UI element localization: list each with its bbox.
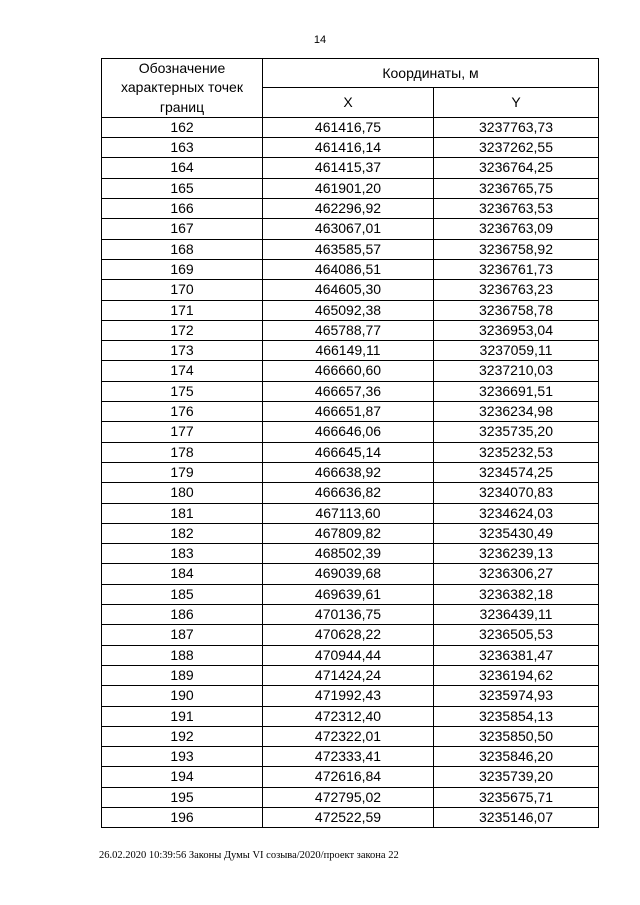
y-coordinate-cell: 3236953,04 [434,320,599,340]
x-coordinate-cell: 469039,68 [263,564,434,584]
coordinates-header: Координаты, м [263,59,599,88]
y-coordinate-cell: 3237059,11 [434,341,599,361]
x-coordinate-cell: 462296,92 [263,199,434,219]
x-coordinate-cell: 468502,39 [263,544,434,564]
table-row [102,747,599,767]
point-number-cell: 189 [102,665,263,685]
x-coordinate-cell: 466638,92 [263,462,434,482]
table-row [102,807,599,827]
x-coordinate-cell: 464605,30 [263,280,434,300]
table-row [102,645,599,665]
y-coordinate-cell: 3237763,73 [434,117,599,137]
point-number-cell: 169 [102,259,263,279]
table-row [102,300,599,320]
point-number-cell: 192 [102,726,263,746]
table-row [102,402,599,422]
y-coordinate-cell: 3235850,50 [434,726,599,746]
x-coordinate-cell: 470136,75 [263,605,434,625]
table-row [102,767,599,787]
point-number-cell: 187 [102,625,263,645]
y-coordinate-cell: 3237210,03 [434,361,599,381]
y-coordinate-cell: 3236234,98 [434,402,599,422]
y-coordinate-cell: 3234070,83 [434,483,599,503]
x-coordinate-cell: 461415,37 [263,158,434,178]
table-row [102,706,599,726]
table-row [102,483,599,503]
y-coordinate-cell: 3235735,20 [434,422,599,442]
table-row [102,462,599,482]
table-row [102,503,599,523]
x-coordinate-cell: 463067,01 [263,219,434,239]
table-row [102,178,599,198]
x-coordinate-cell: 466149,11 [263,341,434,361]
point-number-cell: 174 [102,361,263,381]
x-coordinate-cell: 466651,87 [263,402,434,422]
x-coordinate-cell: 461416,14 [263,138,434,158]
table-row [102,219,599,239]
y-coordinate-cell: 3236691,51 [434,381,599,401]
x-coordinate-cell: 471992,43 [263,686,434,706]
x-coordinate-cell: 466646,06 [263,422,434,442]
x-coordinate-cell: 465788,77 [263,320,434,340]
x-coordinate-cell: 471424,24 [263,665,434,685]
table-row [102,726,599,746]
table-header [102,59,599,118]
point-number-cell: 185 [102,584,263,604]
x-coordinate-cell: 467809,82 [263,523,434,543]
point-number-cell: 165 [102,178,263,198]
point-number-cell: 196 [102,807,263,827]
table-row [102,442,599,462]
y-coordinate-cell: 3236758,78 [434,300,599,320]
table-row [102,523,599,543]
table-row [102,665,599,685]
table-row [102,280,599,300]
point-number-cell: 163 [102,138,263,158]
coordinates-table [101,58,599,828]
table-row [102,686,599,706]
y-coordinate-cell: 3236763,53 [434,199,599,219]
x-coordinate-cell: 466645,14 [263,442,434,462]
x-coordinate-cell: 472522,59 [263,807,434,827]
page-number: 14 [313,34,327,46]
y-coordinate-cell: 3237262,55 [434,138,599,158]
y-coordinate-cell: 3236439,11 [434,605,599,625]
point-number-cell: 167 [102,219,263,239]
y-coordinate-cell: 3234574,25 [434,462,599,482]
x-coordinate-cell: 472322,01 [263,726,434,746]
table-row [102,239,599,259]
table-row [102,320,599,340]
y-coordinate-cell: 3236761,73 [434,259,599,279]
table-body [102,117,599,827]
table-row [102,259,599,279]
y-coordinate-cell: 3235232,53 [434,442,599,462]
table-row [102,117,599,137]
point-number-cell: 179 [102,462,263,482]
y-coordinate-cell: 3235675,71 [434,787,599,807]
table-row [102,341,599,361]
x-coordinate-cell: 470944,44 [263,645,434,665]
y-coordinate-cell: 3235430,49 [434,523,599,543]
y-coordinate-cell: 3235146,07 [434,807,599,827]
y-coordinate-cell: 3236505,53 [434,625,599,645]
point-number-cell: 181 [102,503,263,523]
point-number-cell: 172 [102,320,263,340]
point-number-cell: 188 [102,645,263,665]
x-coordinate-cell: 466660,60 [263,361,434,381]
point-number-cell: 183 [102,544,263,564]
y-coordinate-cell: 3236764,25 [434,158,599,178]
x-coordinate-cell: 465092,38 [263,300,434,320]
x-coordinate-cell: 467113,60 [263,503,434,523]
point-designation-header: Обозначение характерных точек границ [102,59,263,118]
y-coordinate-cell: 3236758,92 [434,239,599,259]
x-coordinate-cell: 466636,82 [263,483,434,503]
y-coordinate-cell: 3236382,18 [434,584,599,604]
point-number-cell: 186 [102,605,263,625]
x-coordinate-cell: 461901,20 [263,178,434,198]
point-number-cell: 184 [102,564,263,584]
point-number-cell: 178 [102,442,263,462]
x-coordinate-cell: 469639,61 [263,584,434,604]
footer-stamp: 26.02.2020 10:39:56 Законы Думы VI созыва/2020/проект закона 22 [99,850,399,861]
point-number-cell: 162 [102,117,263,137]
table-row [102,544,599,564]
table-row [102,361,599,381]
y-coordinate-cell: 3235974,93 [434,686,599,706]
point-number-cell: 195 [102,787,263,807]
y-coordinate-cell: 3234624,03 [434,503,599,523]
y-coordinate-cell: 3236194,62 [434,665,599,685]
x-coordinate-cell: 461416,75 [263,117,434,137]
point-number-cell: 170 [102,280,263,300]
point-number-cell: 175 [102,381,263,401]
table-row [102,625,599,645]
y-coordinate-cell: 3235846,20 [434,747,599,767]
point-number-cell: 190 [102,686,263,706]
table-row [102,605,599,625]
x-coordinate-cell: 464086,51 [263,259,434,279]
y-coordinate-cell: 3235739,20 [434,767,599,787]
table-row [102,422,599,442]
table-row [102,564,599,584]
point-number-cell: 164 [102,158,263,178]
point-number-cell: 176 [102,402,263,422]
y-coordinate-cell: 3236765,75 [434,178,599,198]
table-row [102,158,599,178]
x-coordinate-cell: 472312,40 [263,706,434,726]
y-coordinate-cell: 3235854,13 [434,706,599,726]
table-row [102,381,599,401]
y-coordinate-cell: 3236239,13 [434,544,599,564]
x-coordinate-cell: 472795,02 [263,787,434,807]
y-column-header: Y [434,88,599,117]
table-row [102,199,599,219]
y-coordinate-cell: 3236381,47 [434,645,599,665]
point-number-cell: 166 [102,199,263,219]
point-number-cell: 177 [102,422,263,442]
x-column-header: X [263,88,434,117]
x-coordinate-cell: 472616,84 [263,767,434,787]
point-number-cell: 180 [102,483,263,503]
point-number-cell: 168 [102,239,263,259]
table-row [102,138,599,158]
x-coordinate-cell: 470628,22 [263,625,434,645]
x-coordinate-cell: 463585,57 [263,239,434,259]
table-row [102,584,599,604]
x-coordinate-cell: 466657,36 [263,381,434,401]
y-coordinate-cell: 3236763,23 [434,280,599,300]
y-coordinate-cell: 3236763,09 [434,219,599,239]
point-number-cell: 182 [102,523,263,543]
point-number-cell: 173 [102,341,263,361]
y-coordinate-cell: 3236306,27 [434,564,599,584]
table-row [102,787,599,807]
point-number-cell: 171 [102,300,263,320]
point-number-cell: 193 [102,747,263,767]
point-number-cell: 191 [102,706,263,726]
point-number-cell: 194 [102,767,263,787]
x-coordinate-cell: 472333,41 [263,747,434,767]
